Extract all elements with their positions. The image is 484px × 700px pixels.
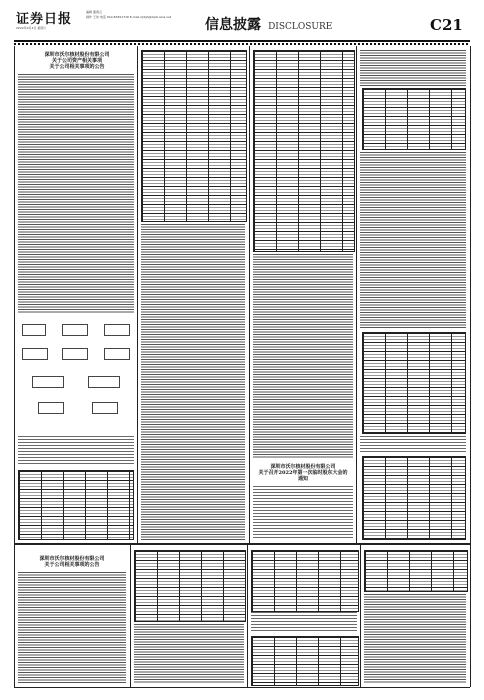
diagram-box bbox=[104, 348, 130, 360]
diagram-box bbox=[38, 402, 64, 414]
column-border bbox=[14, 46, 15, 543]
diagram-box bbox=[88, 376, 120, 388]
data-table bbox=[134, 550, 246, 622]
section-title-cn: 信息披露 bbox=[205, 17, 261, 33]
body-text-block bbox=[360, 436, 466, 452]
body-text-block bbox=[364, 594, 466, 684]
data-table bbox=[253, 50, 355, 252]
diagram-box bbox=[32, 376, 64, 388]
diagram-box bbox=[22, 348, 48, 360]
body-text-block bbox=[141, 224, 245, 540]
body-text-block bbox=[18, 436, 134, 466]
flow-diagram bbox=[18, 318, 134, 433]
data-table bbox=[362, 332, 466, 434]
contact-line: 制作 王伟 电话 010-83251716 E-mail zjrbjh@zqrb.sina.net bbox=[86, 15, 172, 19]
notice-line: 深圳市沃尔核材股份有限公司 bbox=[44, 52, 110, 58]
notice-line: 深圳市沃尔核材股份有限公司 bbox=[39, 556, 105, 562]
data-table bbox=[362, 456, 466, 540]
body-text-block bbox=[18, 74, 134, 314]
body-text-block bbox=[134, 624, 244, 684]
body-text-block bbox=[360, 50, 466, 86]
footer-rule bbox=[14, 687, 470, 688]
notice-line: 关于召开2022年第一次临时股东大会的 bbox=[258, 470, 348, 476]
data-table bbox=[18, 470, 134, 540]
column-divider bbox=[130, 545, 131, 687]
body-text-block bbox=[251, 612, 357, 632]
body-text-block bbox=[253, 254, 353, 458]
notice-line: 关于公司资产相关事项 bbox=[51, 58, 102, 64]
diagram-box bbox=[62, 324, 88, 336]
data-table bbox=[362, 88, 466, 150]
column-divider bbox=[356, 46, 357, 543]
section-title bbox=[205, 14, 332, 34]
diagram-box bbox=[92, 402, 118, 414]
column-divider bbox=[137, 46, 138, 543]
section-divider bbox=[14, 543, 470, 545]
newspaper-logo: 证券日报 bbox=[16, 12, 73, 27]
diagram-box bbox=[62, 348, 88, 360]
diagram-box bbox=[22, 324, 46, 336]
data-table bbox=[141, 50, 247, 222]
header-stripe bbox=[14, 43, 470, 45]
column-divider bbox=[247, 545, 248, 687]
body-text-block bbox=[18, 572, 126, 684]
editor-line: 编辑 董春云 bbox=[86, 10, 102, 14]
data-table bbox=[251, 636, 359, 686]
notice-heading bbox=[20, 556, 124, 568]
issue-date: 2022年9月3日 星期六 bbox=[16, 26, 47, 30]
column-border bbox=[470, 46, 471, 687]
notice-line: 关于公司相关事项的公告 bbox=[49, 64, 105, 70]
meeting-notice-heading bbox=[255, 464, 351, 482]
masthead bbox=[0, 0, 484, 40]
notice-line: 通知 bbox=[297, 476, 308, 482]
column-divider bbox=[249, 46, 250, 543]
notice-line: 关于公司相关事项的公告 bbox=[44, 562, 100, 568]
page-number: C21 bbox=[430, 16, 463, 34]
data-table bbox=[251, 550, 359, 612]
diagram-box bbox=[104, 324, 130, 336]
column-border bbox=[14, 545, 15, 687]
editor-info bbox=[86, 10, 171, 20]
notice-heading bbox=[22, 52, 132, 70]
section-title-en: DISCLOSURE bbox=[268, 22, 333, 32]
body-text-block bbox=[253, 486, 353, 540]
header-rule bbox=[14, 40, 470, 42]
body-text-block bbox=[360, 152, 466, 328]
column-divider bbox=[360, 545, 361, 687]
notice-line: 深圳市沃尔核材股份有限公司 bbox=[270, 464, 336, 470]
data-table bbox=[364, 550, 468, 592]
